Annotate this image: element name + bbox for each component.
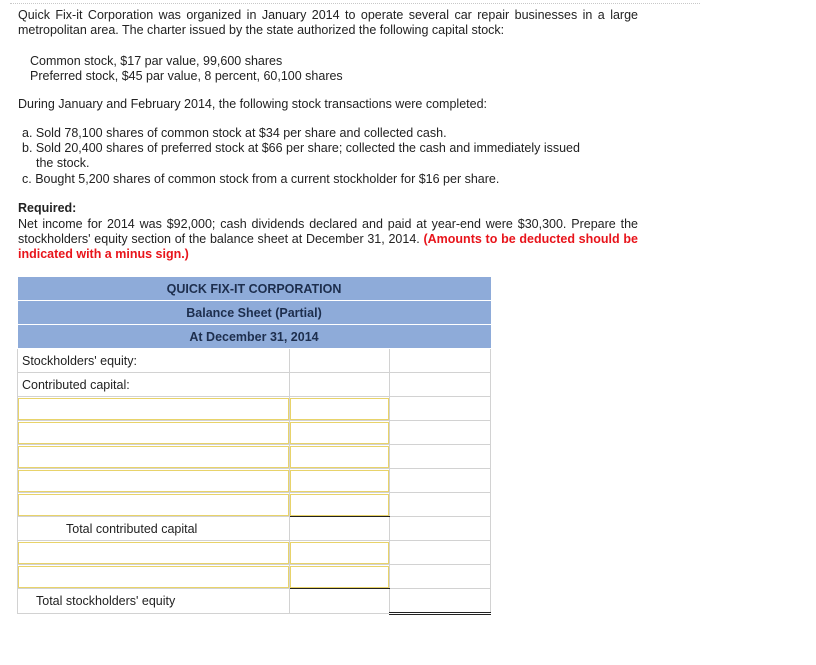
table-row: [18, 421, 491, 445]
table-row: [18, 517, 491, 541]
required-text: [18, 217, 638, 262]
total-equity-value: [390, 589, 491, 614]
stock-item-preferred: Preferred stock, $45 par value, 8 percent, 60,100 shares: [30, 69, 343, 83]
stockholders-equity-label: Stockholders' equity:: [18, 349, 290, 373]
required-body: Net income for 2014 was $92,000; cash dividends declared and paid at year-end were $30,300. Prepare the stockholders' equity section of the balance sheet at December 31, 2014.: [18, 217, 638, 246]
amount-input-6[interactable]: [290, 542, 389, 564]
balance-sheet-table: [17, 276, 491, 615]
table-row: [18, 445, 491, 469]
total-equity-label: Total stockholders' equity: [18, 589, 290, 614]
transactions-intro: During January and February 2014, the following stock transactions were completed:: [18, 97, 488, 111]
account-input-3[interactable]: [18, 446, 289, 468]
table-row: [18, 565, 491, 589]
intro-text: Quick Fix-it Corporation was organized in January 2014 to operate several car repair businesses in a large metropolitan area. The charter issued by the state authorized the following capital stock:: [18, 8, 638, 37]
transaction-b-cont: the stock.: [36, 156, 90, 170]
amount-input-7[interactable]: [290, 566, 389, 588]
amount-input-1[interactable]: [290, 398, 389, 420]
amount-input-5[interactable]: [290, 494, 389, 516]
top-divider: [10, 3, 700, 4]
statement-date: At December 31, 2014: [18, 325, 491, 349]
account-input-6[interactable]: [18, 542, 289, 564]
statement-title: Balance Sheet (Partial): [18, 301, 491, 325]
total-contributed-value: [290, 517, 390, 541]
contributed-capital-label: Contributed capital:: [18, 373, 290, 397]
required-note: (Amounts to be deducted should be indicated with a minus sign.): [18, 232, 638, 261]
amount-input-2[interactable]: [290, 422, 389, 444]
transaction-a: a. Sold 78,100 shares of common stock at $34 per share and collected cash.: [22, 126, 447, 140]
table-row: [18, 493, 491, 517]
stock-item-common: Common stock, $17 par value, 99,600 shares: [30, 54, 283, 68]
account-input-7[interactable]: [18, 566, 289, 588]
table-row: [18, 541, 491, 565]
company-name: QUICK FIX-IT CORPORATION: [18, 277, 491, 301]
transaction-c: c. Bought 5,200 shares of common stock from a current stockholder for $16 per share.: [22, 172, 500, 186]
required-title: Required:: [18, 201, 77, 215]
account-input-1[interactable]: [18, 398, 289, 420]
transaction-b: b. Sold 20,400 shares of preferred stock at $66 per share; collected the cash and immediately issued: [22, 141, 580, 155]
account-input-5[interactable]: [18, 494, 289, 516]
amount-input-4[interactable]: [290, 470, 389, 492]
table-row: [18, 397, 491, 421]
table-row: [18, 349, 491, 373]
table-row: [18, 469, 491, 493]
account-input-2[interactable]: [18, 422, 289, 444]
account-input-4[interactable]: [18, 470, 289, 492]
table-row: [18, 373, 491, 397]
amount-input-3[interactable]: [290, 446, 389, 468]
total-contributed-label: Total contributed capital: [18, 517, 290, 541]
table-row: [18, 589, 491, 614]
